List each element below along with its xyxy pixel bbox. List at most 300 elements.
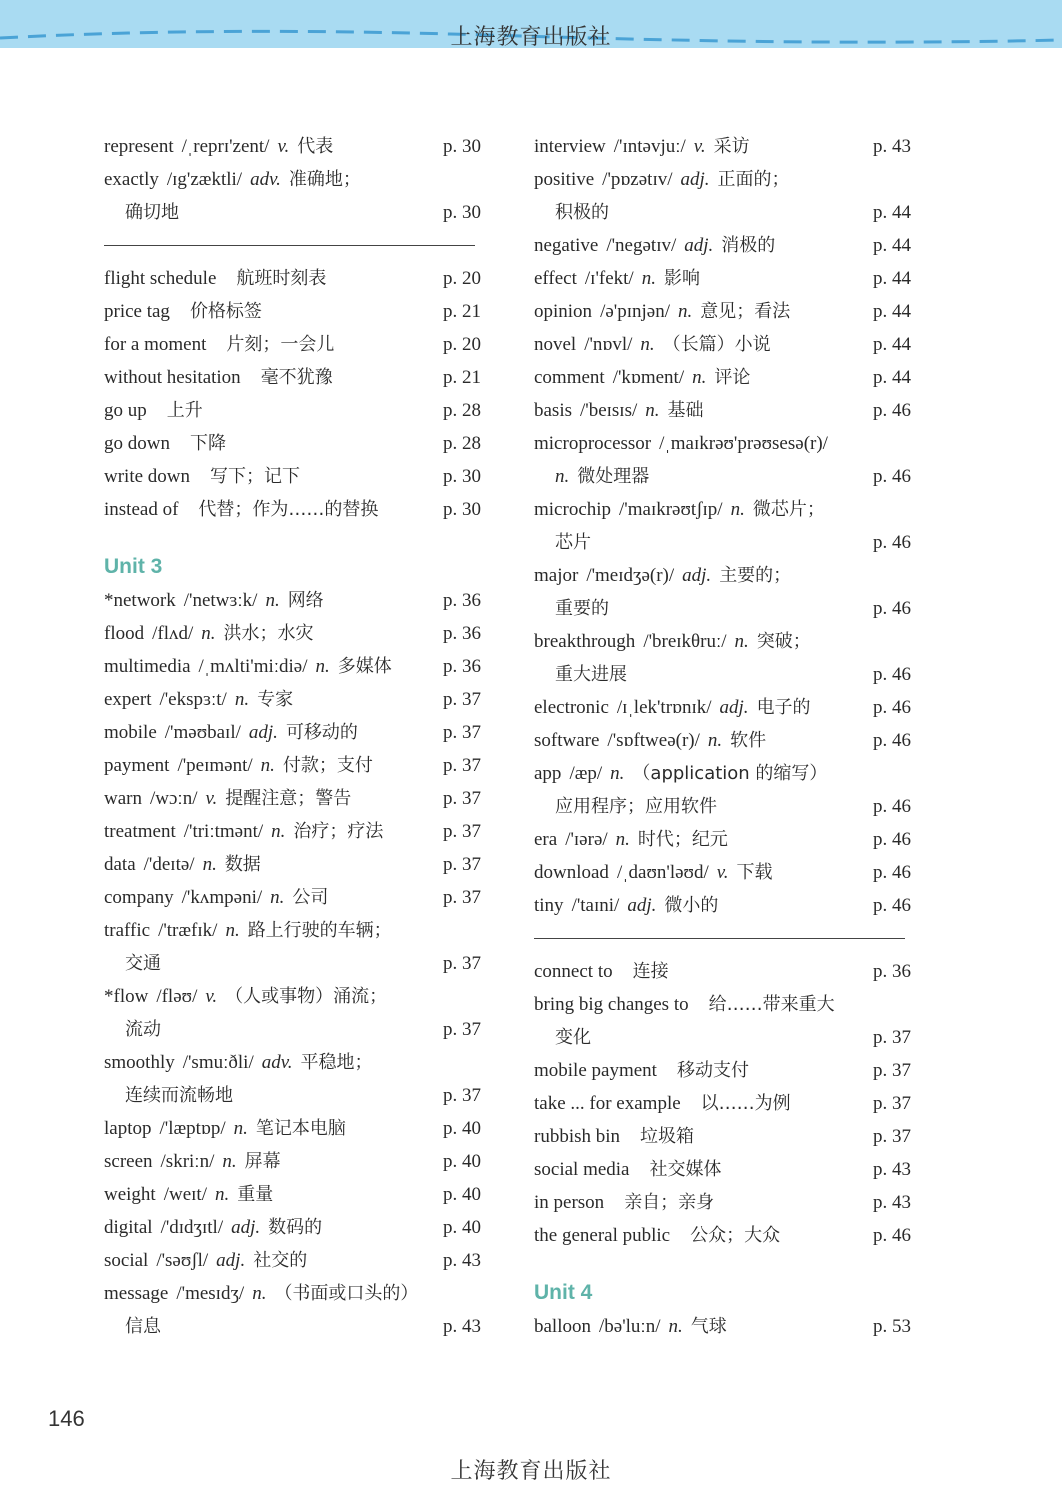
entry-text [104,650,392,683]
vocab-entry [534,493,918,526]
page-reference: p. 43 [873,1159,911,1180]
vocab-entry [534,328,918,361]
page-reference: p. 44 [873,334,911,355]
vocab-entry [104,683,488,716]
part-of-speech: n. [201,623,216,644]
entry-text [104,1145,281,1178]
entry-text [104,295,262,328]
page-reference: p. 40 [443,1184,481,1205]
headword: comment [534,367,605,388]
page-reference: p. 36 [443,590,481,611]
chinese-meaning: 公众；大众 [690,1225,781,1246]
page-reference: p. 37 [443,1019,481,1040]
vocab-entry [104,749,488,782]
entry-continuation [534,790,918,823]
entry-continuation [104,196,488,229]
entry-text [104,584,324,617]
vocab-entry [534,163,918,196]
entry-text [534,856,773,889]
entry-text [104,914,392,947]
chinese-meaning: 主要的； [719,565,792,586]
headword: effect [534,268,577,289]
phonetic: /ˌmaɪkrəʊ'prəʊsesə(r)/ [659,433,828,454]
entry-text [555,1021,591,1054]
divider-rule [534,938,905,939]
headword: software [534,730,600,751]
headword: balloon [534,1316,591,1337]
headword: mobile payment [534,1060,657,1081]
phonetic: /'taɪni/ [571,895,620,916]
headword: message [104,1283,169,1304]
vocab-entry [104,716,488,749]
entry-text [104,163,361,196]
entry-text [534,691,811,724]
part-of-speech: n. [692,367,707,388]
headword: download [534,862,609,883]
headword: rubbish bin [534,1126,621,1147]
vocab-entry [104,1178,488,1211]
chinese-meaning: 突破； [756,631,811,652]
page-number: 146 [48,1406,85,1431]
page-reference: p. 37 [443,689,481,710]
entry-text [104,1277,418,1310]
vocab-entry [104,914,488,947]
phrase-entry [104,328,488,361]
entry-text [125,1013,161,1046]
headword: in person [534,1192,605,1213]
entry-text [555,658,627,691]
entry-text [534,724,766,757]
entry-text [534,295,790,328]
headword: exactly [104,169,159,190]
chinese-meaning: （人或事物）涌流； [225,986,388,1007]
phonetic: /'smuːðli/ [182,1052,254,1073]
chinese-meaning: 准确地； [288,169,361,190]
page-reference: p. 43 [443,1316,481,1337]
vocab-entry [104,617,488,650]
page-reference: p. 28 [443,400,481,421]
headword: payment [104,755,170,776]
chinese-meaning: 付款；支付 [282,755,373,776]
headword: breakthrough [534,631,636,652]
chinese-meaning: 写下；记下 [210,466,301,487]
vocab-entry [534,856,918,889]
entry-text [104,1178,273,1211]
page-reference: p. 37 [443,722,481,743]
part-of-speech: n. [555,466,570,487]
part-of-speech: n. [234,689,250,710]
chinese-meaning: 数据 [224,854,261,875]
headword: connect to [534,961,613,982]
chinese-meaning: 网络 [287,590,324,611]
entry-text [555,790,717,823]
page-reference: p. 46 [873,664,911,685]
entry-continuation [104,1310,488,1343]
chinese-meaning: 正面的； [717,169,790,190]
vocab-entry [534,889,918,922]
vocab-entry [104,815,488,848]
headword: smoothly [104,1052,175,1073]
page-reference: p. 46 [873,532,911,553]
entry-text [125,1079,233,1112]
entry-text [555,526,591,559]
part-of-speech: n. [270,887,285,908]
phrase-entry [534,1186,918,1219]
headword: microprocessor [534,433,652,454]
entry-text [534,1186,714,1219]
page-reference: p. 46 [873,1225,911,1246]
page-reference: p. 46 [873,730,911,751]
phrase-entry [104,493,488,526]
chinese-meaning: 亲自；亲身 [624,1192,715,1213]
page-reference: p. 46 [873,697,911,718]
entry-text [125,947,161,980]
page-reference: p. 46 [873,400,911,421]
phonetic: /'netwɜːk/ [183,590,258,611]
page-reference: p. 37 [873,1027,911,1048]
page-reference: p. 37 [873,1060,911,1081]
entry-text [534,130,750,163]
chinese-meaning: 专家 [257,689,294,710]
chinese-meaning: 确切地 [125,202,179,223]
phonetic: /'maɪkrəʊtʃɪp/ [619,499,723,520]
chinese-meaning: 信息 [125,1316,161,1337]
page-reference: p. 44 [873,301,911,322]
vocab-entry [104,980,488,1013]
page-reference: p. 46 [873,862,911,883]
part-of-speech: v. [716,862,729,883]
headword: flight schedule [104,268,217,289]
entry-text [534,493,825,526]
phrase-entry [104,361,488,394]
headword: app [534,763,562,784]
phrase-entry [534,1054,918,1087]
part-of-speech: adv. [250,169,281,190]
header-publisher: 上海教育出版社 [450,25,612,50]
entry-text [104,716,358,749]
vocab-entry [104,881,488,914]
part-of-speech: n. [610,763,625,784]
chinese-meaning: 下降 [189,433,226,454]
phrase-entry [534,988,918,1021]
entry-text [534,823,728,856]
entry-text [104,815,383,848]
phrase-entry [534,955,918,988]
chinese-meaning: 应用程序；应用软件 [555,796,717,817]
phonetic: /'məʊbaɪl/ [164,722,241,743]
part-of-speech: n. [252,1283,267,1304]
chinese-meaning: 微小的 [664,895,719,916]
chinese-meaning: 以……为例 [700,1093,791,1114]
phrase-entry [534,1087,918,1120]
entry-continuation [534,460,918,493]
entry-text [104,1211,322,1244]
phonetic: /'pɒzətɪv/ [602,169,673,190]
entry-text [104,683,293,716]
page-reference: p. 36 [443,623,481,644]
headword: without hesitation [104,367,241,388]
chinese-meaning: 意见；看法 [700,301,791,322]
part-of-speech: adj. [684,235,714,256]
part-of-speech: n. [640,334,655,355]
chinese-meaning: 基础 [667,400,704,421]
chinese-meaning: 数码的 [268,1217,323,1238]
chinese-meaning: 航班时刻表 [236,268,327,289]
headword: *network [104,590,176,611]
vocab-entry [104,584,488,617]
headword: era [534,829,558,850]
page-reference: p. 46 [873,829,911,850]
entry-text [104,427,226,460]
phonetic: /'nɒvl/ [584,334,633,355]
phrase-entry [534,1120,918,1153]
chinese-meaning: 路上行驶的车辆； [247,920,392,941]
vocab-entry [104,1112,488,1145]
part-of-speech: n. [615,829,630,850]
entry-continuation [534,196,918,229]
page-reference: p. 46 [873,796,911,817]
entry-text [534,163,790,196]
page-reference: p. 43 [443,1250,481,1271]
part-of-speech: n. [707,730,723,751]
phrase-entry [104,262,488,295]
chinese-meaning: 平稳地； [300,1052,373,1073]
phonetic: /'mesɪdʒ/ [176,1283,245,1304]
phonetic: /'meɪdʒə(r)/ [586,565,675,586]
chinese-meaning: 下载 [736,862,773,883]
section-gap [534,1252,918,1278]
entry-text [104,1046,373,1079]
entry-text [104,617,314,650]
page-reference: p. 44 [873,268,911,289]
headword: multimedia [104,656,191,677]
page-reference: p. 20 [443,334,481,355]
page-reference: p. 37 [873,1126,911,1147]
chinese-meaning: 时代；纪元 [637,829,728,850]
entry-text [104,1112,346,1145]
part-of-speech: n. [730,499,745,520]
page-reference: p. 37 [443,1085,481,1106]
headword: warn [104,788,142,809]
entry-text [555,592,609,625]
vocab-entry [534,1310,918,1343]
phonetic: /ɪˌlek'trɒnɪk/ [616,697,712,718]
phonetic: /'sɒftweə(r)/ [607,730,700,751]
headword: price tag [104,301,170,322]
entry-continuation [534,658,918,691]
phonetic: /'breɪkθruː/ [643,631,727,652]
entry-continuation [104,1013,488,1046]
entry-continuation [104,947,488,980]
vocab-entry [104,782,488,815]
part-of-speech: v. [693,136,706,157]
vocab-entry [104,1244,488,1277]
chinese-meaning: 重要的 [555,598,609,619]
vocab-entry [534,823,918,856]
chinese-meaning: 多媒体 [337,656,392,677]
chinese-meaning: 交通 [125,953,161,974]
chinese-meaning: （长篇）小说 [662,334,771,355]
part-of-speech: n. [202,854,217,875]
chinese-meaning: 重量 [237,1184,274,1205]
part-of-speech: v. [205,986,218,1007]
entry-continuation [104,1079,488,1112]
chinese-meaning: 影响 [663,268,700,289]
entry-text [534,1219,780,1252]
part-of-speech: n. [641,268,656,289]
entry-text [104,361,333,394]
page-reference: p. 37 [443,788,481,809]
headword: tiny [534,895,564,916]
chinese-meaning: 治疗；疗法 [293,821,384,842]
phrase-entry [104,295,488,328]
vocab-column-left [104,130,488,1343]
headword: go up [104,400,147,421]
headword: interview [534,136,606,157]
entry-text [555,460,649,493]
entry-text [104,328,334,361]
page-reference: p. 44 [873,367,911,388]
vocab-entry [104,848,488,881]
entry-text [534,361,750,394]
phonetic: /'peɪmənt/ [177,755,253,776]
headword: represent [104,136,174,157]
part-of-speech: n. [734,631,749,652]
page-reference: p. 37 [443,755,481,776]
chinese-meaning: 软件 [730,730,767,751]
chinese-meaning: 连续而流畅地 [125,1085,233,1106]
chinese-meaning: 提醒注意；警告 [225,788,352,809]
entry-text [534,394,704,427]
section-gap [104,526,488,552]
entry-text [534,427,828,460]
phonetic: /ˌreprɪ'zent/ [181,136,270,157]
vocab-entry [534,361,918,394]
entry-text [104,460,300,493]
page-reference: p. 37 [443,854,481,875]
part-of-speech: n. [215,1184,230,1205]
section-divider [534,922,918,955]
phonetic: /'triːtmənt/ [183,821,264,842]
entry-text [534,328,771,361]
chinese-meaning: 评论 [714,367,751,388]
headword: instead of [104,499,179,520]
chinese-meaning: （application 的缩写） [632,763,828,784]
entry-text [534,229,775,262]
headword: take ... for example [534,1093,681,1114]
vocab-entry [104,1046,488,1079]
headword: novel [534,334,577,355]
headword: flood [104,623,145,644]
chinese-meaning: 重大进展 [555,664,627,685]
part-of-speech: adj. [231,1217,261,1238]
page-reference: p. 46 [873,466,911,487]
headword: positive [534,169,595,190]
phonetic: /'dɪdʒɪtl/ [160,1217,224,1238]
phonetic: /'səʊʃl/ [156,1250,209,1271]
part-of-speech: n. [233,1118,248,1139]
entry-text [534,988,835,1021]
entry-text [534,1054,749,1087]
phonetic: /ɪ'fekt/ [584,268,634,289]
phonetic: /'læptɒp/ [159,1118,226,1139]
vocab-entry [534,625,918,658]
entry-text [555,196,609,229]
page-reference: p. 44 [873,235,911,256]
part-of-speech: n. [225,920,240,941]
entry-text [125,196,179,229]
phonetic: /ˌmʌlti'miːdiə/ [198,656,308,677]
headword: data [104,854,136,875]
entry-text [534,1087,791,1120]
vocab-entry [534,724,918,757]
entry-text [104,262,326,295]
vocab-entry [534,757,918,790]
phonetic: /'deɪtə/ [143,854,195,875]
vocab-column-right [534,130,918,1343]
phonetic: /'negətɪv/ [606,235,677,256]
headword: social media [534,1159,630,1180]
page-reference: p. 37 [873,1093,911,1114]
phonetic: /æp/ [569,763,603,784]
phonetic: /fləʊ/ [156,986,198,1007]
chinese-meaning: 社交媒体 [649,1159,722,1180]
chinese-meaning: 积极的 [555,202,609,223]
chinese-meaning: 可移动的 [285,722,358,743]
part-of-speech: adv. [261,1052,293,1073]
entry-text [534,262,700,295]
headword: social [104,1250,149,1271]
headword: weight [104,1184,156,1205]
unit-heading: Unit 3 [104,555,163,578]
part-of-speech: n. [677,301,693,322]
entry-text [104,493,378,526]
page-reference: p. 20 [443,268,481,289]
vocab-entry [104,1277,488,1310]
phrase-entry [534,1219,918,1252]
chinese-meaning: 采访 [713,136,750,157]
entry-text [534,757,827,790]
part-of-speech: n. [260,755,275,776]
section-divider [104,229,488,262]
chinese-meaning: 笔记本电脑 [255,1118,346,1139]
chinese-meaning: 垃圾箱 [640,1126,695,1147]
headword: *flow [104,986,149,1007]
chinese-meaning: 给……带来重大 [708,994,835,1015]
chinese-meaning: 毫不犹豫 [260,367,333,388]
page-reference: p. 30 [443,466,481,487]
headword: for a moment [104,334,207,355]
part-of-speech: adj. [216,1250,246,1271]
chinese-meaning: 社交的 [253,1250,308,1271]
part-of-speech: n. [265,590,280,611]
chinese-meaning: 气球 [690,1316,727,1337]
vocab-entry [534,130,918,163]
page-reference: p. 21 [443,367,481,388]
headword: traffic [104,920,151,941]
vocab-entry [534,691,918,724]
vocab-entry [534,427,918,460]
headword: company [104,887,174,908]
headword: electronic [534,697,609,718]
vocab-entry [534,262,918,295]
page-reference: p. 37 [443,821,481,842]
headword: basis [534,400,572,421]
phonetic: /bə'luːn/ [599,1316,661,1337]
part-of-speech: n. [668,1316,683,1337]
phrase-entry [104,394,488,427]
headword: write down [104,466,191,487]
